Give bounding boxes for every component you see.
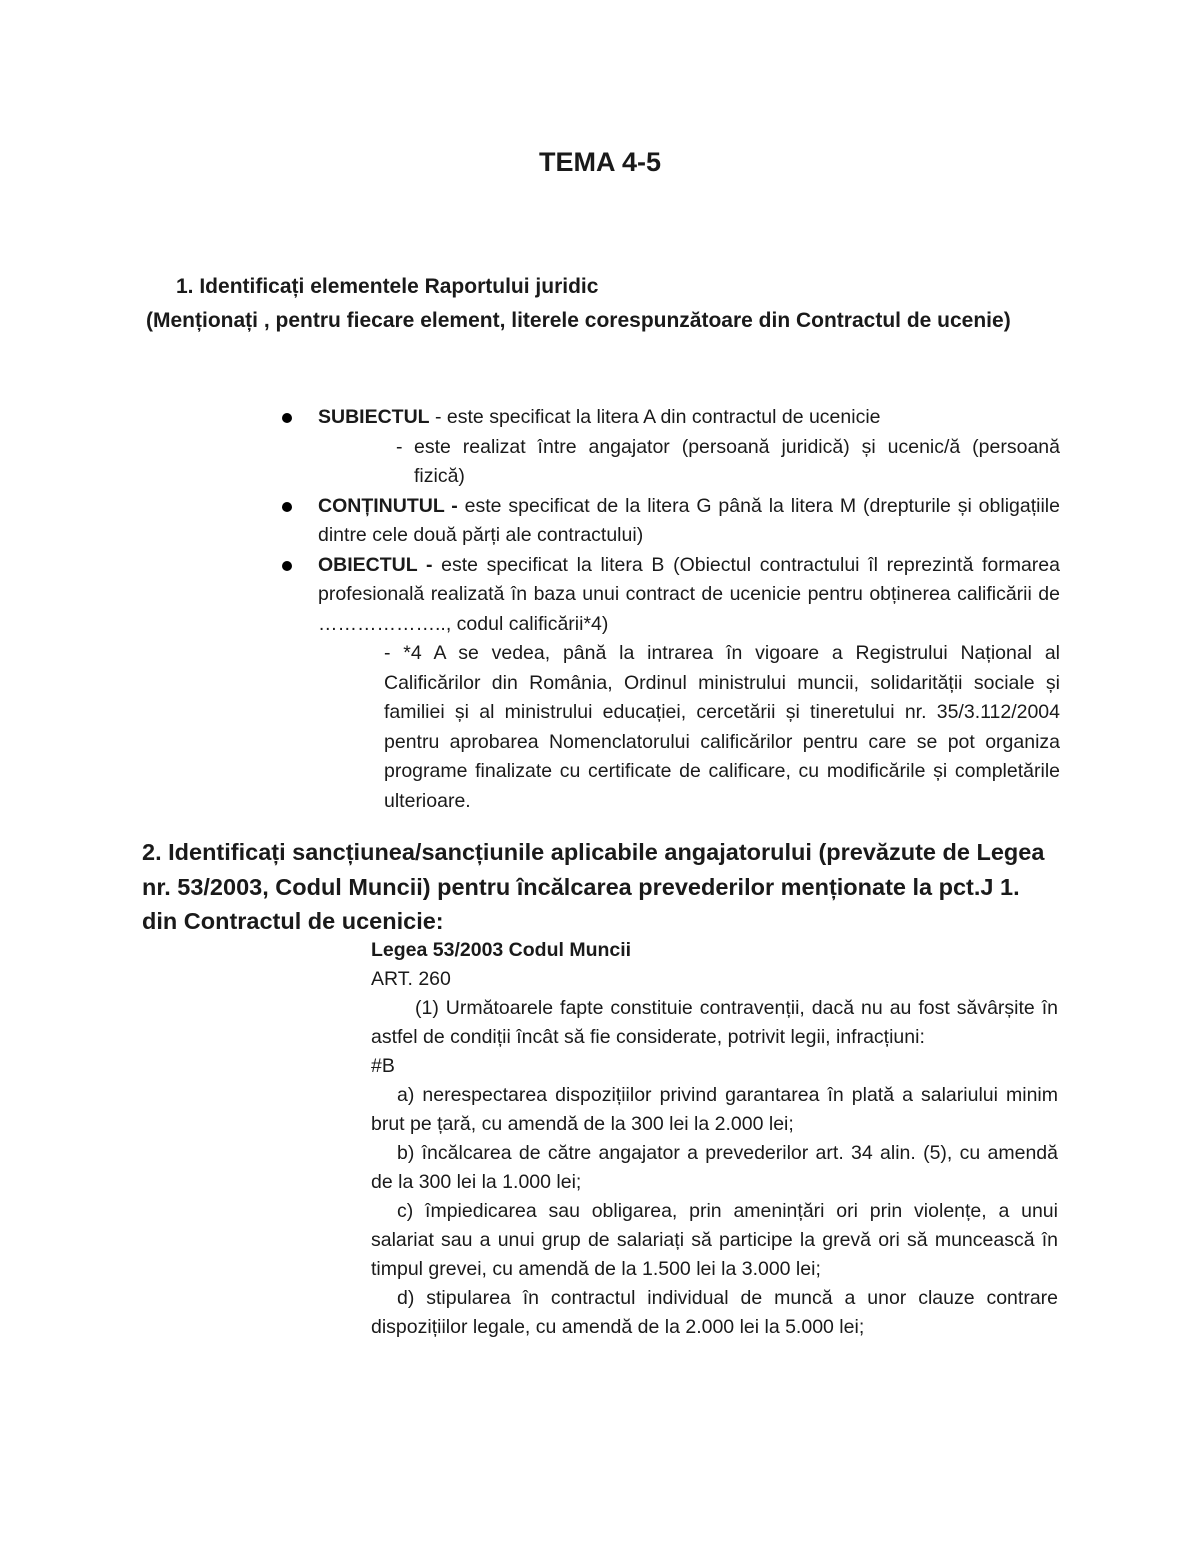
element-text: - este specificat la litera A din contractul de ucenicie — [429, 406, 881, 428]
element-label: OBIECTUL - — [318, 553, 433, 576]
law-title: Legea 53/2003 Codul Muncii — [371, 939, 632, 961]
law-item-b: b) încălcarea de către angajator a prevederilor art. 34 alin. (5), cu amendă de la 300 lei la 1.000 lei; — [371, 1142, 1058, 1193]
list-item-subiectul-detail — [396, 433, 1060, 492]
bullet-icon — [282, 413, 292, 423]
element-label: CONȚINUTUL - — [318, 494, 458, 517]
law-intro: (1) Următoarele fapte constituie contravenții, dacă nu au fost săvârșite în astfel de condiții încât să fie considerate, potrivit legii, infracțiuni: — [371, 997, 1058, 1048]
element-text: este specificat la litera B (Obiectul contractului îl reprezintă formarea profesională realizată în baza unui contract de ucenicie pentru obținerea calificării de ……………….., codul calificării*4) — [318, 553, 1060, 635]
element-detail: este realizat între angajator (persoană juridică) și ucenic/ă (persoană fizică) — [414, 435, 1060, 487]
law-item-a: a) nerespectarea dispozițiilor privind garantarea în plată a salariului minim brut pe țară, cu amendă de la 300 lei la 2.000 lei; — [371, 1084, 1058, 1135]
bullet-icon — [282, 502, 292, 512]
question-1-subheading: (Menționați , pentru fiecare element, literele corespunzătoare din Contractul de ucenie) — [146, 309, 1011, 332]
question-1-heading: 1. Identificați elementele Raportului juridic — [176, 275, 599, 298]
list-item-obiectul-footnote: - *4 A se vedea, până la intrarea în vigoare a Registrului Național al Calificărilor din România, Ordinul ministrului muncii, solidarității sociale și familiei și al ministrului educației, cercetării și tineretului nr. 35/3.112/2004 pentru aprobarea Nomenclatorului calificărilor pentru care se pot organiza programe finalizate cu certificate de calificare, cu modificările și completările ulterioare. — [384, 642, 1060, 812]
law-article: ART. 260 — [371, 968, 451, 990]
page-title: TEMA 4-5 — [538, 147, 661, 177]
question-1 — [142, 270, 1060, 338]
law-item-d: d) stipularea în contractul individual de muncă a unor clauze contrare dispozițiilor legale, cu amendă de la 2.000 lei la 5.000 lei; — [371, 1287, 1058, 1338]
law-item-c: c) împiedicarea sau obligarea, prin amenințări ori prin violențe, a unui salariat sau a unui grup de salariați să participe la grevă ori să muncească în timpul grevei, cu amendă de la 1.500 lei la 3.000 lei; — [371, 1200, 1058, 1280]
list-item-obiectul — [318, 551, 1060, 640]
list-item-subiectul — [318, 403, 1060, 433]
list-item-continutul — [318, 492, 1060, 551]
law-marker: #B — [371, 1055, 395, 1077]
element-label: SUBIECTUL — [318, 406, 430, 428]
law-excerpt — [371, 936, 1058, 1342]
dash-icon: - — [396, 435, 403, 458]
element-text: este specificat de la litera G până la litera M (drepturile și obligațiile dintre cele două părți ale contractului) — [318, 494, 1060, 546]
question-2-heading: 2. Identificați sancțiunea/sancțiunile aplicabile angajatorului (prevăzute de Legea nr. 53/2003, Codul Muncii) pentru încălcarea prevederilor menționate la pct.J 1. din Contractul de ucenicie: — [142, 839, 1045, 934]
legal-elements-list — [318, 403, 1060, 816]
bullet-icon — [282, 561, 292, 571]
